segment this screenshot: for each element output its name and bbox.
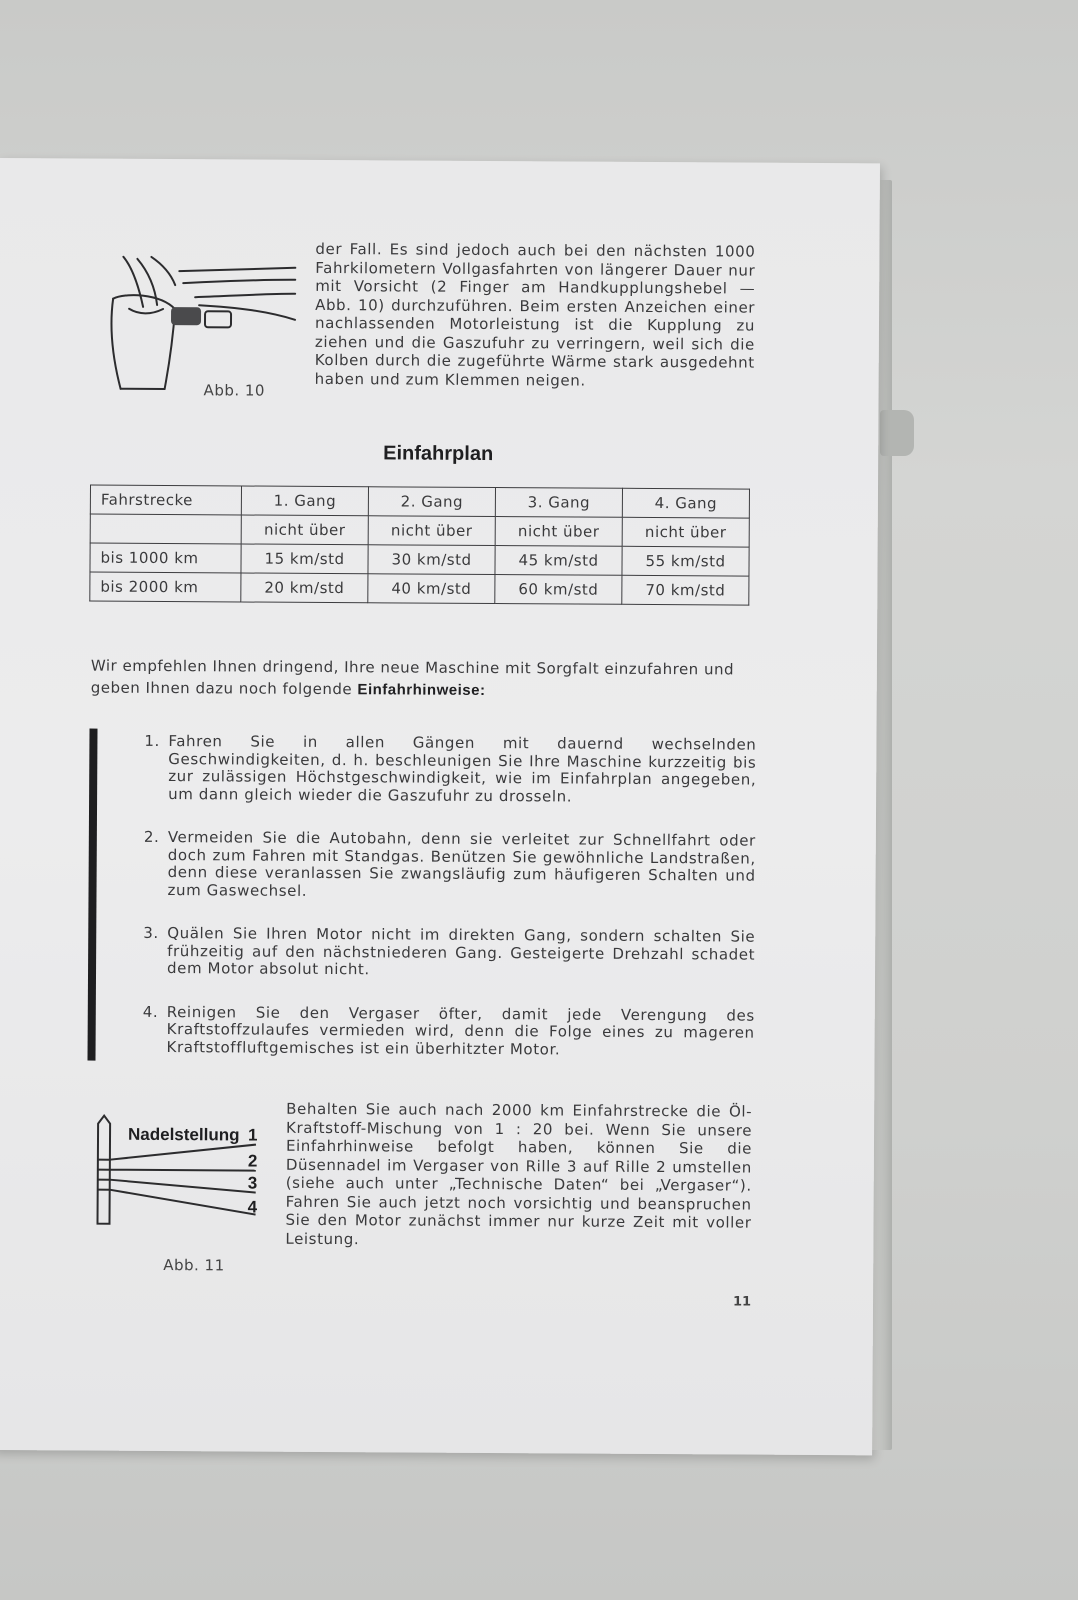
outro-paragraph: Behalten Sie auch nach 2000 km Einfahrstrecke die Öl-Kraftstoff-Mischung von 1 : 20 bei. Wenn Sie unsere Einfahrhinweise befolgt haben, können Sie die Düsennadel im Vergaser von Rille 3 auf Rille 2 umstellen (siehe auch unter „Technische Daten“ bei „Vergaser“). Fahren Sie auch jetzt noch vorsichtig und beanspruchen Sie den Motor zunächst immer nur kurze Zeit mit voller Leistung. <box>285 1099 753 1248</box>
figure-11-needle-position-diagram <box>89 1114 270 1235</box>
table-cell: 30 km/std <box>368 545 495 575</box>
figure-10-caption: Abb. 10 <box>203 381 266 400</box>
figure-11-caption: Abb. 11 <box>163 1256 225 1275</box>
table-cell: 45 km/std <box>495 546 622 576</box>
recommendation-text: Wir empfehlen Ihnen dringend, Ihre neue Maschine mit Sorgfalt einzufahren und geben Ihnen dazu noch folgende <box>90 656 735 699</box>
break-in-table <box>89 485 750 606</box>
hint-number: 1. <box>144 731 161 750</box>
margin-bar <box>87 729 97 1061</box>
manual-page <box>0 158 880 1455</box>
table-cell: 20 km/std <box>241 573 368 603</box>
table-cell: nicht über <box>368 516 495 546</box>
needle-label: Nadelstellung <box>127 1124 240 1145</box>
table-row <box>90 543 749 576</box>
table-cell: bis 2000 km <box>90 572 241 602</box>
hints-list <box>142 733 756 1086</box>
bookmark-tab <box>880 410 914 456</box>
table-cell: nicht über <box>622 517 749 547</box>
recommendation-paragraph <box>91 655 751 704</box>
hint-number: 4. <box>142 1002 159 1021</box>
table-cell: bis 1000 km <box>90 543 241 573</box>
figure-10-hand-clutch-illustration <box>99 249 300 400</box>
table-cell <box>90 514 241 544</box>
table-header-cell: 1. Gang <box>241 486 368 516</box>
needle-position-4: 4 <box>247 1197 258 1217</box>
table-cell: 55 km/std <box>622 546 749 576</box>
table-header-cell: 4. Gang <box>622 488 749 518</box>
list-item <box>143 1003 755 1059</box>
hint-text: Quälen Sie Ihren Motor nicht im direkten Gang, sondern schalten Sie frühzeitig auf den nächstniederen Gang. Gesteigerte Drehzahl schadet dem Motor absolut nicht. <box>166 924 756 979</box>
table-row <box>90 572 749 605</box>
table-header-cell: 2. Gang <box>368 487 495 517</box>
hint-number: 2. <box>143 827 160 846</box>
hint-number: 3. <box>143 923 159 942</box>
list-item <box>143 925 755 981</box>
list-item <box>144 733 756 807</box>
needle-position-3: 3 <box>247 1173 258 1193</box>
table-cell: nicht über <box>495 517 622 547</box>
hint-text: Fahren Sie in allen Gängen mit dauernd wechselnden Geschwindigkeiten, d. h. beschleunigen Sie Ihre Maschine kurzzeitig bis zur zulässigen Höchstgeschwindigkeit, wie im Einfahrplan angegeben, um dann gleich wieder die Gaszufuhr zu drosseln. <box>168 732 757 806</box>
table-header-cell: 3. Gang <box>495 488 622 518</box>
recommendation-bold: Einfahrhinweise: <box>357 681 486 699</box>
table-cell: 15 km/std <box>241 544 368 574</box>
section-title: Einfahrplan <box>383 442 494 466</box>
page-number: 11 <box>732 1294 752 1310</box>
needle-position-2: 2 <box>247 1151 258 1171</box>
intro-paragraph: der Fall. Es sind jedoch auch bei den nächsten 1000 Fahrkilometern Vollgasfahrten von längerer Dauer nur mit Vorsicht (2 Finger am Handkupplungshebel — Abb. 10) durchzuführen. Beim ersten Anzeichen einer nachlassenden Motorleistung ist die Kupplung zu ziehen und die Gaszufuhr zu verringern, weil sich die Kolben durch die zugeführte Wärme stark ausgedehnt haben und zum Klemmen neigen. <box>314 239 756 390</box>
table-cell: 60 km/std <box>495 575 622 605</box>
table-header-cell: Fahrstrecke <box>90 485 241 515</box>
hint-text: Vermeiden Sie die Autobahn, denn sie verleitet zur Schnellfahrt oder doch zum Fahren mit Standgas. Benützen Sie gewöhnliche Landstraßen, denn diese veranlassen Sie zwangsläufig zum häufigeren Schalten und zum Gaswechsel. <box>167 828 756 900</box>
table-row <box>90 514 749 547</box>
needle-position-1: 1 <box>247 1125 258 1145</box>
list-item <box>143 829 755 903</box>
table-cell: 70 km/std <box>622 575 749 605</box>
table-cell: nicht über <box>241 515 368 545</box>
hint-text: Reinigen Sie den Vergaser öfter, damit jede Verengung des Kraftstoffzulaufes vermieden wird, denn die Folge eines zu mageren Kraftstoffluftgemisches ist ein überhitzter Motor. <box>166 1002 755 1058</box>
table-cell: 40 km/std <box>368 574 495 604</box>
table-header-row <box>90 485 749 518</box>
